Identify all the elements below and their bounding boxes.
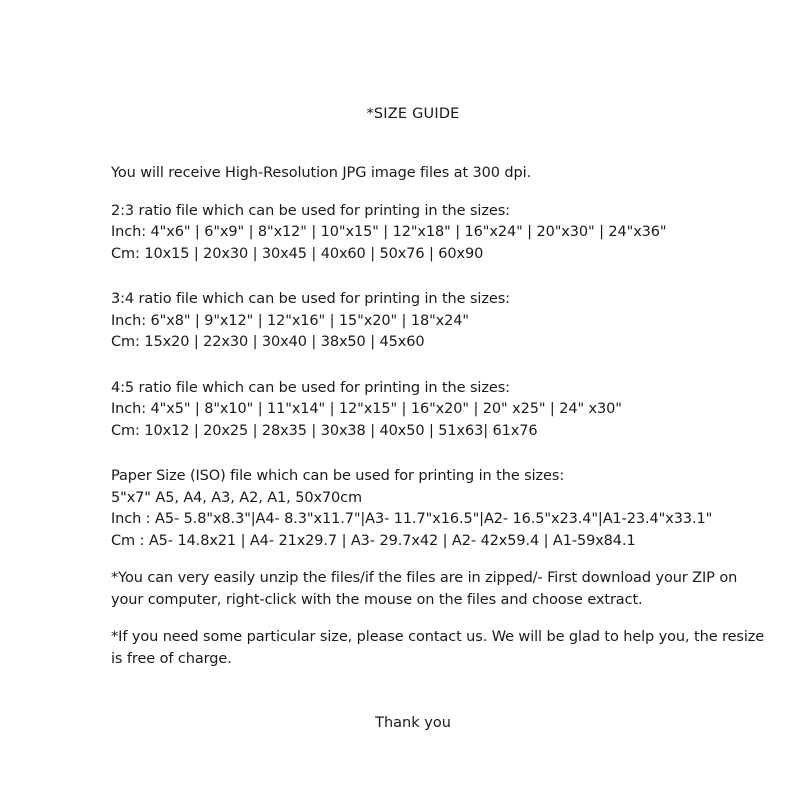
paper-iso-section (111, 466, 771, 552)
ratio-2-3-cm: Cm: 10x15 | 20x30 | 30x45 | 40x60 | 50x76 | 60x90 (111, 245, 484, 262)
ratio-2-3-section (111, 201, 771, 266)
ratio-3-4-inch: Inch: 6"x8" | 9"x12" | 12"x16" | 15"x20" | 18"x24" (111, 312, 469, 329)
ratio-4-5-section (111, 378, 771, 443)
size-guide-content (111, 163, 771, 670)
paper-iso-cm: Cm : A5- 14.8x21 | A4- 21x29.7 | A3- 29.7x42 | A2- 42x59.4 | A1-59x84.1 (111, 532, 636, 549)
ratio-3-4-heading: 3:4 ratio file which can be used for printing in the sizes: (111, 291, 510, 307)
paper-iso-heading: Paper Size (ISO) file which can be used for printing in the sizes: (111, 468, 565, 484)
intro-text: You will receive High-Resolution JPG image files at 300 dpi. (111, 165, 532, 181)
paper-iso-list: 5"x7" A5, A4, A3, A2, A1, 50x70cm (111, 489, 363, 506)
ratio-3-4-cm: Cm: 15x20 | 22x30 | 30x40 | 38x50 | 45x60 (111, 334, 425, 350)
thank-you-text: Thank you (375, 715, 451, 731)
ratio-4-5-cm: Cm: 10x12 | 20x25 | 28x35 | 30x38 | 40x50 | 51x63| 61x76 (111, 422, 538, 439)
ratio-4-5-inch: Inch: 4"x5" | 8"x10" | 11"x14" | 12"x15" | 16"x20" | 20" x25" | 24" x30" (111, 401, 622, 417)
resize-note: *If you need some particular size, please contact us. We will be glad to help you, the resize is free of charge. (111, 629, 765, 667)
ratio-2-3-inch: Inch: 4"x6" | 6"x9" | 8"x12" | 10"x15" | 12"x18" | 16"x24" | 20"x30" | 24"x36" (111, 224, 667, 240)
paper-iso-inch: Inch : A5- 5.8"x8.3"|A4- 8.3"x11.7"|A3- 11.7"x16.5"|A2- 16.5"x23.4"|A1-23.4"x33.1" (111, 511, 713, 527)
ratio-2-3-heading: 2:3 ratio file which can be used for printing in the sizes: (111, 202, 510, 219)
page-title: *SIZE GUIDE (366, 106, 460, 122)
ratio-4-5-heading: 4:5 ratio file which can be used for printing in the sizes: (111, 379, 510, 396)
ratio-3-4-section (111, 289, 771, 354)
unzip-note: *You can very easily unzip the files/if the files are in zipped/- First download your ZIP on your computer, right-click with the mouse on the files and choose extract. (111, 570, 738, 608)
